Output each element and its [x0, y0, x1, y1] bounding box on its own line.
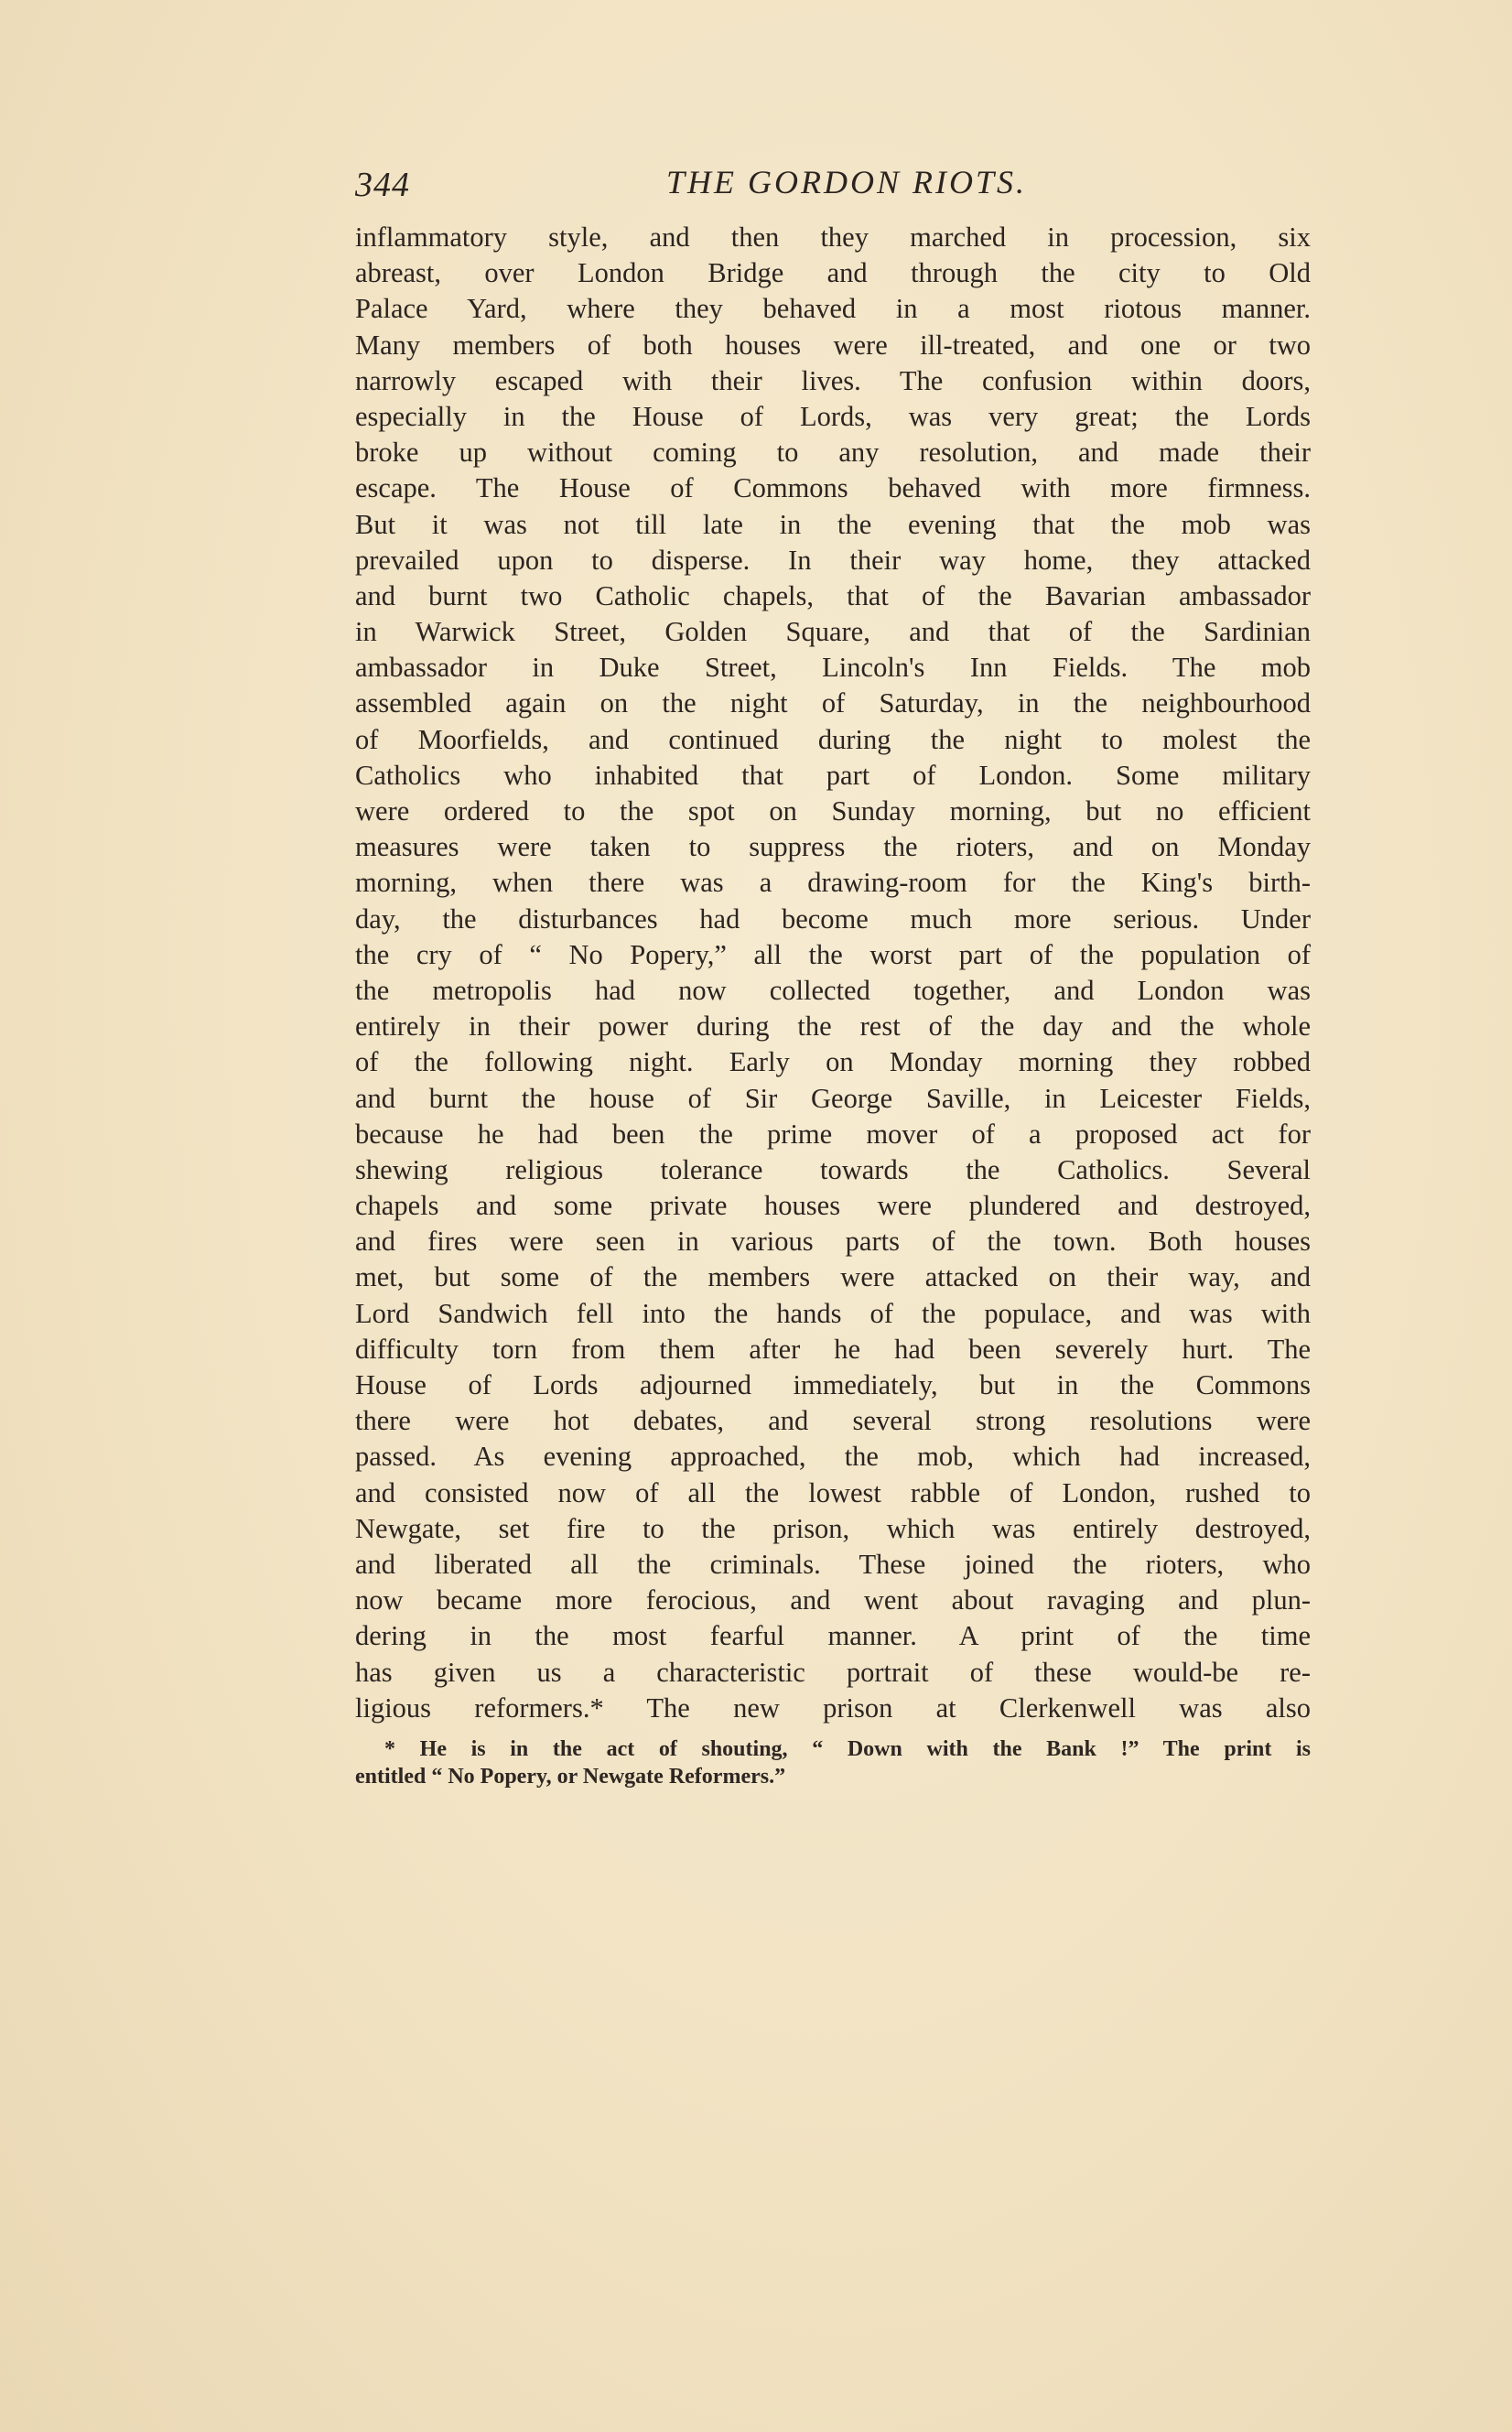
- text-line: inflammatory style, and then they marched in procession, six: [355, 222, 1311, 253]
- text-line: abreast, over London Bridge and through the city to Old: [355, 257, 1311, 289]
- text-line: of the following night. Early on Monday morning they robbed: [355, 1046, 1311, 1078]
- text-line: broke up without coming to any resolution, and made their: [355, 437, 1311, 469]
- text-line: now became more ferocious, and went about ravaging and plun-: [355, 1584, 1311, 1616]
- text-line: shewing religious tolerance towards the Catholics. Several: [355, 1153, 1311, 1185]
- text-line: and fires were seen in various parts of the town. Both houses: [355, 1226, 1311, 1258]
- footnote: [355, 1735, 1311, 1790]
- text-line: and consisted now of all the lowest rabble of London, rushed to: [355, 1476, 1311, 1508]
- text-line: chapels and some private houses were plundered and destroyed,: [355, 1190, 1311, 1222]
- text-line: day, the disturbances had become much more serious. Under: [355, 903, 1311, 935]
- text-line: narrowly escaped with their lives. The confusion within doors,: [355, 364, 1311, 396]
- text-line: because he had been the prime mover of a proposed act for: [355, 1118, 1311, 1150]
- running-head: [355, 156, 1311, 211]
- text-line: passed. As evening approached, the mob, which had increased,: [355, 1441, 1311, 1473]
- text-line: and liberated all the criminals. These joined the rioters, who: [355, 1548, 1311, 1580]
- text-line: met, but some of the members were attacked on their way, and: [355, 1261, 1311, 1293]
- book-page: [355, 156, 1311, 1790]
- text-line: Newgate, set fire to the prison, which was entirely destroyed,: [355, 1512, 1311, 1544]
- text-line: Many members of both houses were ill-treated, and one or two: [355, 329, 1311, 361]
- text-line: measures were taken to suppress the rioters, and on Monday: [355, 831, 1311, 863]
- page-number: 344: [355, 166, 410, 204]
- text-line: Palace Yard, where they behaved in a most riotous manner.: [355, 293, 1311, 325]
- text-line: entirely in their power during the rest of the day and the whole: [355, 1011, 1311, 1043]
- text-line: the cry of “ No Popery,” all the worst part of the population of: [355, 938, 1311, 970]
- text-line: ambassador in Duke Street, Lincoln's Inn Fields. The mob: [355, 652, 1311, 684]
- text-line: morning, when there was a drawing-room for the King's birth-: [355, 867, 1311, 899]
- text-line: ligious reformers.* The new prison at Clerkenwell was also: [355, 1692, 1311, 1724]
- footnote-line: entitled “ No Popery, or Newgate Reformers.”: [355, 1764, 786, 1789]
- body-text: [355, 220, 1311, 1726]
- text-line: there were hot debates, and several strong resolutions were: [355, 1405, 1311, 1437]
- running-title: THE GORDON RIOTS.: [665, 164, 1027, 200]
- text-line: House of Lords adjourned immediately, but in the Commons: [355, 1369, 1311, 1400]
- text-line: prevailed upon to disperse. In their way home, they attacked: [355, 544, 1311, 576]
- text-line: the metropolis had now collected together, and London was: [355, 974, 1311, 1006]
- text-line: has given us a characteristic portrait of these would-be re-: [355, 1656, 1311, 1688]
- text-line: were ordered to the spot on Sunday morning, but no efficient: [355, 795, 1311, 827]
- footnote-line: * He is in the act of shouting, “ Down with the Bank !” The print is: [384, 1736, 1311, 1761]
- text-line: Catholics who inhabited that part of London. Some military: [355, 759, 1311, 791]
- text-line: and burnt the house of Sir George Saville, in Leicester Fields,: [355, 1082, 1311, 1114]
- text-line: difficulty torn from them after he had been severely hurt. The: [355, 1333, 1311, 1365]
- text-line: dering in the most fearful manner. A print of the time: [355, 1620, 1311, 1652]
- text-line: But it was not till late in the evening that the mob was: [355, 508, 1311, 540]
- text-line: in Warwick Street, Golden Square, and that of the Sardinian: [355, 616, 1311, 648]
- text-line: and burnt two Catholic chapels, that of the Bavarian ambassador: [355, 579, 1311, 611]
- text-line: Lord Sandwich fell into the hands of the populace, and was with: [355, 1297, 1311, 1329]
- text-line: especially in the House of Lords, was very great; the Lords: [355, 400, 1311, 432]
- text-line: assembled again on the night of Saturday, in the neighbourhood: [355, 687, 1311, 719]
- text-line: of Moorfields, and continued during the night to molest the: [355, 723, 1311, 755]
- text-line: escape. The House of Commons behaved with more firmness.: [355, 472, 1311, 504]
